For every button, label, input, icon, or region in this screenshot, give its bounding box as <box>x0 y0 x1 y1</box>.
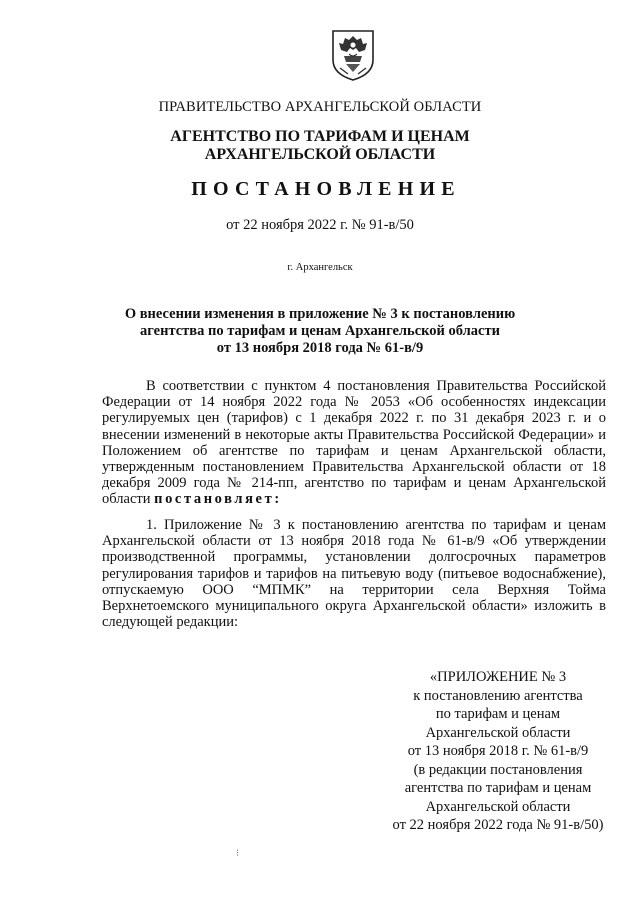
subject-line-2: агентства по тарифам и ценам Архангельской области <box>140 323 500 339</box>
arkhangelsk-coat-of-arms-icon <box>330 28 376 82</box>
appendix-line-6: (в редакции постановления <box>413 761 583 778</box>
subject-line-3: от 13 ноября 2018 года № 61-в/9 <box>216 340 424 356</box>
agency-title-line-1: АГЕНТСТВО ПО ТАРИФАМ И ЦЕНАМ <box>170 128 470 145</box>
decree-keyword: постановляет: <box>154 491 282 508</box>
appendix-line-9: от 22 ноября 2022 года № 91-в/50) <box>392 817 604 833</box>
government-title: ПРАВИТЕЛЬСТВО АРХАНГЕЛЬСКОЙ ОБЛАСТИ <box>158 99 482 115</box>
appendix-heading <box>370 668 626 835</box>
subject-line-1: О внесении изменения в приложение № 3 к постановлению <box>124 306 516 322</box>
appendix-line-5: от 13 ноября 2018 г. № 61-в/9 <box>407 743 589 759</box>
page-mark: ⁝ <box>236 848 240 859</box>
appendix-line-4: Архангельской области <box>425 724 571 741</box>
agency-title-line-2: АРХАНГЕЛЬСКОЙ ОБЛАСТИ <box>204 146 436 163</box>
document-date-number: от 22 ноября 2022 г. № 91-в/50 <box>226 217 414 233</box>
preamble-paragraph <box>102 378 606 508</box>
appendix-line-8: Архангельской области <box>425 798 571 815</box>
document-city: г. Архангельск <box>287 262 353 273</box>
document-type: ПОСТАНОВЛЕНИЕ <box>191 178 461 200</box>
preamble-text: В соответствии с пунктом 4 постановления Правительства Российской Федерации от 14 ноября 2022 года № 2053 «Об особенностях индексации регулируемых цен (тарифов) с 1 декабря 2022 г. по 31 декабря 2023 г. и о внесении изменений в некоторые акты Правительства Российской Федерации» и Положением об агентстве по тарифам и ценам Архангельской области, утвержденным постановлением Правительства Архангельской области от 18 декабря 2009 года № 214-пп, агентство по тарифам и ценам Архангельской области <box>102 378 606 508</box>
item-1-paragraph: 1. Приложение № 3 к постановлению агентства по тарифам и ценам Архангельской области от 13 ноября 2018 года № 61-в/9 «Об утверждении производственной программы, установлении долгосрочных параметров регулирования тарифов и тарифов на питьевую воду (питьевое водоснабжение), отпускаемую ООО “МПМК” на территории села Верхняя Тойма Верхнетоемского муниципального округа Архангельской области» изложить в следующей редакции: <box>102 517 606 631</box>
appendix-line-1: «ПРИЛОЖЕНИЕ № 3 <box>429 669 567 685</box>
appendix-line-3: по тарифам и ценам <box>435 706 561 722</box>
document-subject <box>0 306 640 357</box>
agency-title <box>0 128 640 164</box>
appendix-line-7: агентства по тарифам и ценам <box>404 780 592 796</box>
appendix-line-2: к постановлению агентства <box>413 687 583 704</box>
